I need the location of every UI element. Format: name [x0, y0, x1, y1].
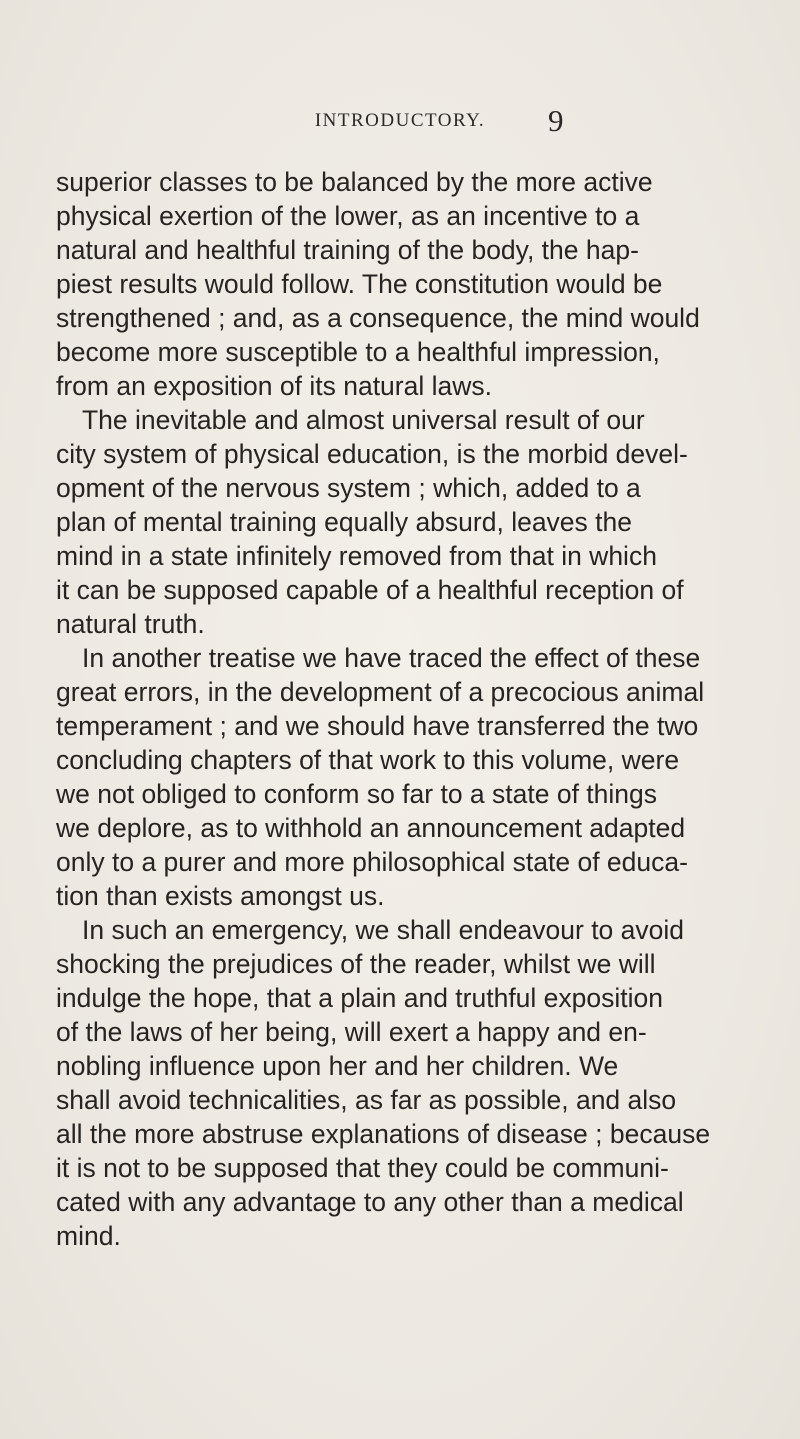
- text-line: [0, 403, 800, 437]
- text-line: [0, 1015, 800, 1049]
- line-text: The inevitable and almost universal result of our: [82, 405, 645, 435]
- line-text: nobling influence upon her and her children. We: [56, 1051, 619, 1081]
- page-number: 9: [548, 103, 564, 138]
- line-text: city system of physical education, is the morbid devel-: [56, 439, 688, 469]
- line-text: we deplore, as to withhold an announcement adapted: [56, 813, 686, 843]
- text-line: [0, 675, 800, 709]
- text-line: [0, 539, 800, 573]
- line-text: cated with any advantage to any other than a medical: [56, 1187, 684, 1217]
- line-text: piest results would follow. The constitution would be: [56, 269, 663, 299]
- text-line: [0, 301, 800, 335]
- text-line: [0, 981, 800, 1015]
- running-title: INTRODUCTORY.: [314, 110, 486, 131]
- line-text: superior classes to be balanced by the more active: [56, 167, 653, 197]
- line-text: indulge the hope, that a plain and truthful exposition: [56, 983, 664, 1013]
- line-text: natural and healthful training of the body, the hap-: [56, 235, 639, 265]
- text-line: [0, 369, 800, 403]
- text-line: [0, 1117, 800, 1151]
- line-text: plan of mental training equally absurd, leaves the: [56, 507, 632, 537]
- line-text: temperament ; and we should have transferred the two: [56, 711, 699, 741]
- line-text: In another treatise we have traced the effect of these: [82, 643, 701, 673]
- text-line: [0, 233, 800, 267]
- text-line: [0, 437, 800, 471]
- line-text: only to a purer and more philosophical state of educa-: [56, 847, 688, 877]
- text-line: [0, 199, 800, 233]
- line-text: from an exposition of its natural laws.: [56, 371, 492, 401]
- line-text: all the more abstruse explanations of disease ; because: [56, 1119, 711, 1149]
- text-line: [0, 641, 800, 675]
- line-text: opment of the nervous system ; which, added to a: [56, 473, 641, 503]
- text-line: [0, 267, 800, 301]
- line-text: In such an emergency, we shall endeavour to avoid: [82, 915, 685, 945]
- line-text: natural truth.: [56, 609, 205, 639]
- line-text: shocking the prejudices of the reader, whilst we will: [56, 949, 656, 979]
- running-head: [0, 100, 800, 140]
- text-line: [0, 165, 800, 199]
- text-line: [0, 879, 800, 913]
- text-line: [0, 607, 800, 641]
- line-text: become more susceptible to a healthful impression,: [56, 337, 660, 367]
- line-text: great errors, in the development of a precocious animal: [56, 677, 705, 707]
- text-line: [0, 573, 800, 607]
- text-line: [0, 811, 800, 845]
- text-line: [0, 335, 800, 369]
- line-text: mind.: [56, 1221, 121, 1251]
- text-line: [0, 743, 800, 777]
- text-line: [0, 947, 800, 981]
- text-line: [0, 845, 800, 879]
- line-text: it can be supposed capable of a healthful reception of: [56, 575, 684, 605]
- line-text: mind in a state infinitely removed from that in which: [56, 541, 657, 571]
- line-text: concluding chapters of that work to this volume, were: [56, 745, 680, 775]
- text-line: [0, 709, 800, 743]
- line-text: we not obliged to conform so far to a state of things: [56, 779, 658, 809]
- text-line: [0, 1219, 800, 1253]
- line-text: it is not to be supposed that they could be communi-: [56, 1153, 669, 1183]
- text-line: [0, 1049, 800, 1083]
- text-line: [0, 913, 800, 947]
- line-text: strengthened ; and, as a consequence, the mind would: [56, 303, 700, 333]
- text-line: [0, 1185, 800, 1219]
- line-text: tion than exists amongst us.: [56, 881, 385, 911]
- text-line: [0, 505, 800, 539]
- line-text: of the laws of her being, will exert a happy and en-: [56, 1017, 647, 1047]
- line-text: physical exertion of the lower, as an incentive to a: [56, 201, 640, 231]
- text-line: [0, 1151, 800, 1185]
- text-line: [0, 777, 800, 811]
- text-line: [0, 471, 800, 505]
- line-text: shall avoid technicalities, as far as possible, and also: [56, 1085, 677, 1115]
- text-line: [0, 1083, 800, 1117]
